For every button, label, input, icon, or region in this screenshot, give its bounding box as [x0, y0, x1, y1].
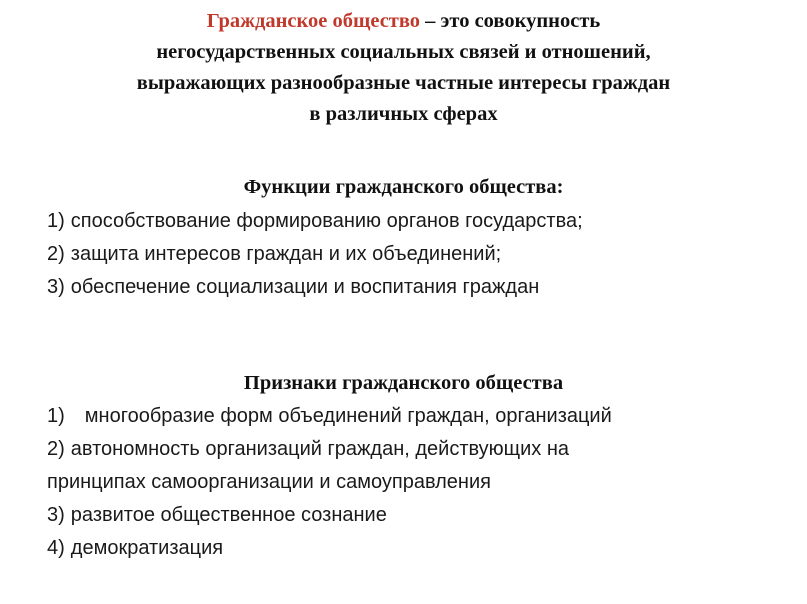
functions-item-1-number: 1) [47, 210, 65, 232]
functions-item-2 [47, 238, 583, 271]
signs-item-4-number: 4) [47, 537, 65, 559]
signs-item-3-number: 3) [47, 504, 65, 526]
signs-item-4-text: демократизация [70, 537, 224, 559]
definition-term: Гражданское общество [206, 10, 421, 32]
functions-item-3 [47, 271, 583, 304]
signs-list [47, 400, 612, 565]
functions-item-1-text: способствование формированию органов государства; [70, 210, 583, 232]
functions-item-1 [47, 205, 583, 238]
definition-line-2: негосударственных социальных связей и отношений, [156, 41, 651, 63]
functions-item-2-text: защита интересов граждан и их объединений; [70, 243, 502, 265]
functions-title: Функции гражданского общества: [243, 176, 564, 198]
signs-item-3 [47, 499, 612, 532]
functions-item-3-number: 3) [47, 276, 65, 298]
signs-item-2-text: автономность организаций граждан, действующих на [70, 438, 570, 460]
signs-item-1 [47, 400, 612, 433]
signs-item-3-text: развитое общественное сознание [70, 504, 387, 526]
signs-item-2-number: 2) [47, 438, 65, 460]
functions-list [47, 205, 583, 304]
signs-item-4 [47, 532, 612, 565]
definition-text-1: – это совокупность [420, 10, 601, 32]
signs-item-1-number: 1) [47, 405, 65, 427]
definition-block [20, 6, 787, 130]
functions-item-2-number: 2) [47, 243, 65, 265]
definition-line-3: выражающих разнообразные частные интересы граждан [136, 72, 671, 94]
signs-item-2-continued-text: принципах самоорганизации и самоуправления [47, 471, 491, 493]
signs-item-1-text: многообразие форм объединений граждан, организаций [84, 405, 612, 427]
definition-line-1 [20, 6, 787, 37]
signs-item-2 [47, 433, 612, 466]
definition-line-4: в различных сферах [309, 103, 498, 125]
functions-item-3-text: обеспечение социализации и воспитания граждан [70, 276, 540, 298]
signs-title: Признаки гражданского общества [243, 372, 564, 394]
signs-item-2-continued [47, 466, 612, 499]
